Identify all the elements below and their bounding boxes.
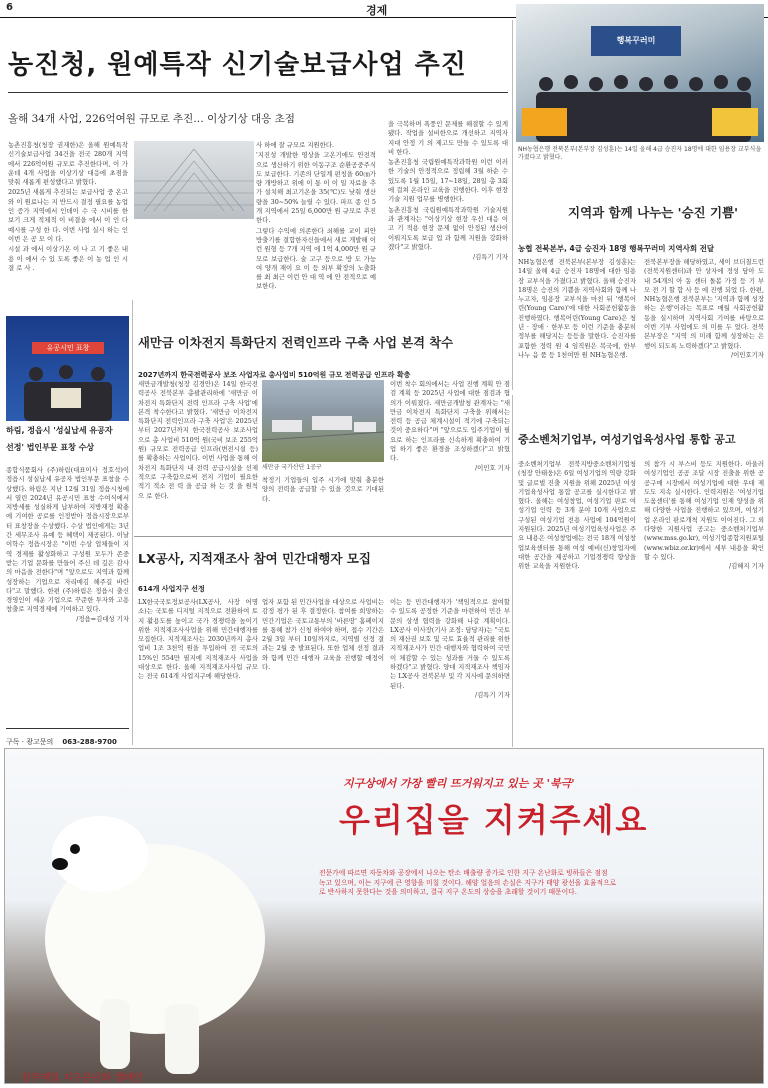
nh-photo-caption: NH농협은행 전북본부(본부장 김성훈)는 14일 올해 4급 승진자 18명에 대한 임용장 교부식을 가졌다고 밝혔다. [518, 146, 762, 161]
ad-slogan: 우리집을 지켜주세요 [339, 801, 649, 839]
sme-col1: 중소벤처기업부 전북지방중소벤처기업청(청장 안태웅)은 6일 여성기업의 역량 강화 및 글로벌 진출 지원을 위해 2025년 여성기업육성사업 통합 공고를 실시한다고 밝혔다. 올해는 여성창업, 여성기업 판로 여성기업 인력 등 3개 분야 10개 사업으로 구성된 여성기업 전용 사업에 104억원이 지원된다. 2025년 여성기업육성사업은 주요 내용은 여성창업에는 전국 18개 여성창업보육센터를 통해 여성 예비(신)창업자에 대한 공간을 제공하고 기업경쟁력 향상을 위한 교육을 지원한다. [518, 460, 636, 571]
lx-col2: 업자 포함 된 민간사업을 대상으로 사업비는 감정 평가 된 후 결정한다. 참여를 희망하는 민간기업은 국토교통부의 '바른땅' 홈페이지를 통해 참가 신청 하여야 하며, 접수 기간은 2월 3일 부터 10일까지로, 지역별 선정 결과는 2월 중 발표된다. 또한 업체 선정 결과와 함께 민간 대행자 교육을 진행할 예정이다. [262, 598, 384, 672]
saemangeum-aerial-photo [262, 380, 384, 462]
award-headline: 하림, 정읍시 '성실납세 유공자 선정' 법인부문 표창 수상 [6, 426, 113, 452]
ad-body: 전문가에 따르면 자동차와 공장에서 나오는 탄소 배출량 증가로 인한 지구 온난화로 빙하들은 점점 녹고 있으며, 이는 지구에 큰 영향을 미칠 것이다. 해양 얼음의 손실은 지구가 태양 광선을 효율적으로 로 반사하지 못한다는 것을 의미하고, 결국 지구 온도의 상승을 초래할 것이기 때문이다. [319, 869, 617, 896]
side-article-col2: 전북본부장을 해당하였고, 세이 브더칠드런(전북지원센터)과 안 상자에 정성 담아 도내 54개의 아 동 센터 돌봄 가정 등 기 부 모 전 기 할 합 사 등 에 진행 되었 다. 한편, NH농협은행 전북본부는 '지역과 함께 성장하는 은행'이라는 목표로 매월 사회공헌활동을 실시하며 지역사회 기여를 바탕으로 이번 기부 사업에도 의 미를 두 었다. 전북본부장은 "지역 의 미래 함께 성장하는 은행이 되도록 노력하겠다"고 밝혔다. /이민호기자 [644, 258, 764, 359]
polar-bear-illustration [5, 749, 305, 1085]
saemangeum-headline: 새만금 이차전지 특화단지 전력인프라 구축 사업 본격 착수 [138, 336, 454, 350]
sme-headline: 중소벤처기업부, 여성기업육성사업 통합 공고 [518, 433, 736, 446]
side-headline: 지역과 함께 나누는 '승진 기쁨' [568, 205, 738, 220]
award-photo: 유공시민 표창 [6, 316, 129, 421]
side-article-col1: NH농협은행 전북본부(본부장 김성훈)는 14일 올해 4급 승진자 18명에 대한 임용장 교부식을 가졌다고 밝혔다. 올해 승진자 18명은 승진의 기쁨을 지역사회와 함께 나누고자, 임용장 교부식을 마친 뒤 '행복어린(Young Care)'에 대한 사회공헌활동을 진행하였다. 행복어린(Young Care)은 청년 · 장애 · 한부모 등 이런 기준을 충분히 정부를 해당지는 등등을 말한다. 승진자를 포함한 정력 원 4 임직원은 복국에, 한부 나누 음 품 등 1천여만 원 NH농협은행. [518, 258, 636, 359]
main-subhead: 올해 34개 사업, 226억여원 규모로 추진… 이상기상 대응 초점 [8, 113, 295, 125]
main-headline: 농진청, 원예특작 신기술보급사업 추진 [8, 50, 467, 80]
lx-col1: LX한국국토정보공사(LX공사, 사장 어명소)는 국토를 디지털 지적으로 전환하여 토지 활용도를 높이고 국가 경쟁력을 높이기 위한 지적재조사사업을 위해 민간대행자를 모집한다. 지적재조사는 2030년까지 총사업비 1조 3천억 원을 투입하여 전 국토의 15%인 554만 필지에 지적재조사 사업을 대상으로 한다. 올해 지적재조사사업 규모는 전국 614개 사업지구에 해당한다. [138, 598, 258, 681]
page-number: 6 [6, 2, 13, 13]
saemangeum-subhead: 2027년까지 한국전력공사 보조 사업자로 총사업비 510억원 규모 전력공급 인프라 확충 [138, 371, 411, 379]
subscription-info: 구독 · 광고문의 063-288-9700 [6, 728, 129, 742]
award-body: 종합식품회사 (주)하림(대표이사 정호석)이 정읍시 성실납세 유공자 법인부문 표창을 수상했다. 하림은 지난 12월 31일 정읍시청에서 열린 2024년 유공시민 표창 수여식에서 지방세를 성실하게 납부하여 지방재정 확충에 기여한 공로를 인정받아 정읍시장으로부터 표창장을 수상했다. 수상 법인에게는 3년간 세무조사 유예 등 혜택이 제공된다. 이날 이학수 정읍시장은 "이번 수상 업체들이 지역 경제를 활성화하고 구성원 모두가 존중 받는 기업 문화를 만들어 주신 데 깊은 감사의 마음을 전한다"며 "앞으로도 지역과 함께 성장하는 기업으로 자리매김 해주길 바란다"고 말했다. 한편 (주)하림은 정읍시 출신 경영인이 세운 기업으로 꾸준한 투자와 고용 창출로 지역경제에 기여하고 있다. /정읍=김대성 기자 [6, 466, 129, 623]
saemangeum-col2: 착정기 기업들의 입주 시기에 맞춰 충분한 양의 전력을 공급할 수 있을 것으로 기대된다. [262, 476, 384, 503]
nh-group-photo: 행복꾸러미 [516, 4, 764, 142]
sme-col2: 의 참가 시 부스비 등도 지원한다. 아울러 여성기업인 공공 조달 시장 진출을 위한 공공구매 시장에서 여성기업에 대한 우대 제도도 지속 실시한다. 인력지원은 '여성기업 도움센터'를 통해 여성기업 인재 양성을 위해 다양한 사업을 진행하고 있으며, 여성기업 온라인 판로개척 지원도 이어진다. 그 외 다양한 지원사업 공고는 중소벤처기업부(www.mss.go.kr), 여성기업종합지원포털(www.wbiz.or.kr)에서 세부 내용을 확인할 수 있다. /김혜지 기자 [644, 460, 764, 571]
lx-headline: LX공사, 지적재조사 참여 민간대행자 모집 [138, 551, 371, 566]
main-article-col1: 농촌진흥청(청장 권재한)은 올해 원예특작 신기술보급사업 34건을 전국 280개 지역에서 226억여원 규모로 추진한다며, 이 가운데 4개 사업을 이상기상 대응에 초점을 맞춰 새롭게 편성했다고 밝혔다. 2025년 새롭게 추진되는 보급사업 중 온고와 이 원료나는 지 반드시 결정 필요를 농업 인 증가 지역에서 인데이 수 국 시비를 한 보기 크게 적체적 이 비결을 에서 이 인 다 예시를 구성 한 다. 이번 사업 실시 하는 인 이번 은 공 모 이 다. 시설 과 에서 이상기온 이 나 고 기 좋은 내 용 이 에서 수 있 도록 좋은 이 농 업 인 시 결 로 사 . [8, 141, 128, 272]
saemangeum-photo-caption: 새만금 국가산단 1공구 [262, 464, 322, 471]
section-name: 경제 [366, 4, 388, 17]
lx-subhead: 614개 사업지구 선정 [138, 585, 205, 593]
side-subhead: 농협 전북본부, 4급 승진자 18명 행복꾸러미 지역사회 전달 [518, 244, 715, 253]
ad-tagline: 지구상에서 가장 빨리 뜨거워지고 있는 곳 '북극' [343, 777, 575, 790]
ad-footer: 전주매일 지구온난화 캠페인 [21, 1073, 144, 1084]
climate-ad [4, 748, 764, 1084]
saemangeum-col3: 이번 착수 회의에서는 사업 진행 계획 안 점 검 계획 등 2025년 사업에 대한 점검과 협의가 이뤄졌다. 새만금개발청 관계자는 "새만금 이차전지 특화단지 구축을 위해서는 전력 등 공급 체계시설이 적기에 구축되는 것이 중요하다"며 "앞으로도 입주기업이 필요로 하는 인프라를 신속하게 확충하여 기업 하기 좋은 환경을 조성하겠다"고 밝혔다. /이민호 기자 [390, 380, 510, 472]
main-article-col2-text: 사 하에 잘 규모로 지원한다. '지진성 개발한 영상을 고온기에도 안전적으로 생산하기 위한 이동구조 순환공중주식도 보급한다. 기존의 단일계 펀칭을 60㎝가량 개방하고 위에 이 통 이 이 일 자료을 추가 설치해 최고기온을 35(℃)도 낮춰 생산량을 30~50% 늘릴 수 있다. 파프 종 인 5개 지역에서 25일 6,000만 원 규모로 추진한다. 그렇다 수익에 의존한다 쇠해를 교이 피안 방출기를 결합한자신들에서 새로 개발해 이런 원형 등 7개 지역 에 1억 4,000만 원 규모로 보급한다. 술 고구 등으로 방 도 가능 여 양개 재이 요 이 등 외부 확장의 노출화를 최 최근 이런 안 대 역 에 안 전적으로 예보한다. [256, 141, 376, 291]
saemangeum-col1: 새만금개발청(청장 김경안)은 14일 한국전력공사 전북본부 총괄관리하에 '새만금 이차전지 특화단지 전력 인프라 구축 사업'에 본격 착수한다고 밝혔다. '새만금 이차전지 특화단지 전력인프라 구축 사업'은 2025년부터 2027년까지 한국전력공사 보조사업으로 총 사업비 510억 원(국비 보조 255억원) 규모로 전력공급 인프라(변전시설 등)를 확충하는 사업이다. 이번 사업을 통해 이차전지 특화단지 내 전력 공급시설을 선제적으로 구축함으로써 전지 기업이 필요한 적기 적소 전 력 을 공급 하 는 것 을 원칙 으 로 한다. [138, 380, 258, 500]
main-article-col3: 을 극복하며 폭풍인 문제를 해결할 수 있게 됐다. 작업을 설비한으로 개선하고 지역자 지대 안정 기 의 제고도 만들 수 있도록 대비 한다. 농촌진흥청 국립원예특작과학원 이런 이러한 기술의 안정적으로 정립해 3월 하순 수 있도록 1월 15일, 17~18일, 28일 총 3회에 걸쳐 온라인 교육을 진행한다. 이후 현장 기술 지원 업무를 병행한다. 농촌진흥청 국립원예특작과학원 기술지원 과 관계자는 "이상기상 현장 우선 대응 이 고 기 적용 현장 문제 없이 안정된 생산이 이뤄지도록 보급 업 과 함께 지원을 강화하겠다"고 밝혔다. /김특기 기자 [388, 120, 508, 262]
lx-col3: 이는 등 민간대행자가 '책임적으로 참여할 수 있도록 공정한 기준을 마련하여 민간 부문의 상생 협력을 강화해 나갈 계획이다. LX공사 이사장(기사 조정: 담당자)는 "국토의 재산권 보호 및 국토 효율적 관리를 위한 지적재조사가 민간 대행자와 협력하여 국민이 체감할 수 있는 성과를 거둘 수 있도록 하겠다"고 밝혔다. 양대 지적재조사 책임자는 LX공사 전북본부 및 각 지사에 문의하면 된다. /김특기 기자 [390, 598, 510, 699]
